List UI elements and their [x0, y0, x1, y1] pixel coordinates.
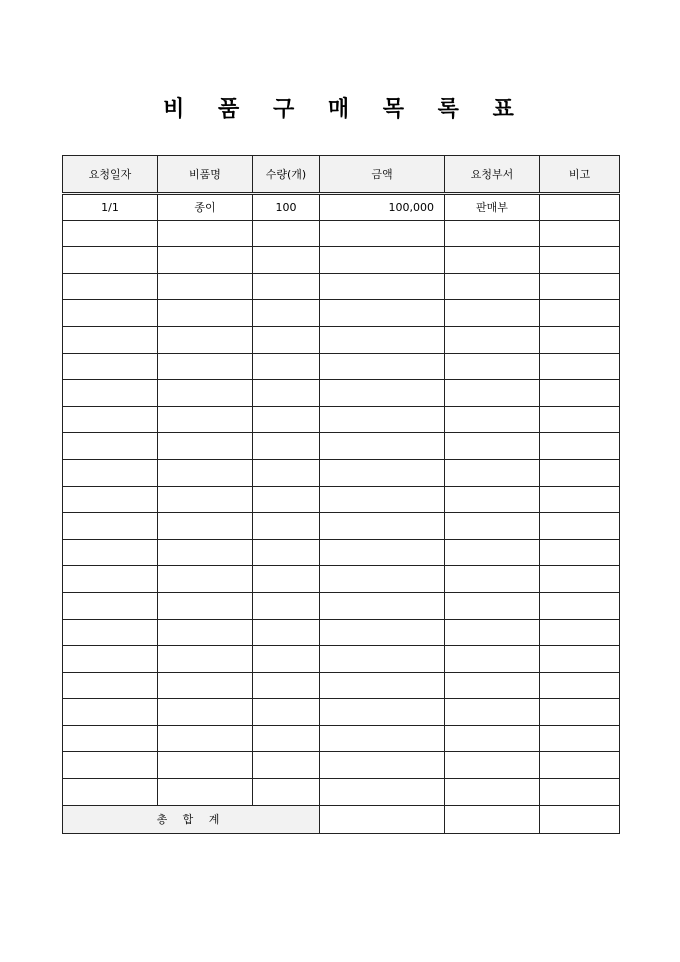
cell-request-date[interactable] [63, 752, 158, 779]
cell-department[interactable] [445, 672, 540, 699]
total-department-cell[interactable] [445, 805, 540, 833]
cell-quantity[interactable] [253, 592, 320, 619]
cell-item-name[interactable] [158, 220, 253, 247]
cell-item-name[interactable] [158, 247, 253, 274]
table-row [63, 592, 620, 619]
cell-quantity[interactable] [253, 486, 320, 513]
cell-department[interactable] [445, 459, 540, 486]
cell-quantity[interactable] [253, 406, 320, 433]
cell-department[interactable] [445, 433, 540, 460]
cell-amount[interactable] [320, 592, 445, 619]
table-row [63, 459, 620, 486]
cell-quantity[interactable] [253, 539, 320, 566]
cell-quantity[interactable] [253, 513, 320, 540]
table-row [63, 566, 620, 593]
cell-item-name[interactable] [158, 566, 253, 593]
cell-request-date[interactable] [63, 459, 158, 486]
cell-remarks[interactable] [540, 486, 620, 513]
total-amount-cell[interactable] [320, 805, 445, 833]
table-row [63, 220, 620, 247]
table-row [63, 273, 620, 300]
table-row [63, 380, 620, 407]
table-row [63, 752, 620, 779]
table-row [63, 406, 620, 433]
cell-item-name[interactable] [158, 353, 253, 380]
cell-remarks[interactable] [540, 326, 620, 353]
cell-department[interactable] [445, 220, 540, 247]
cell-amount[interactable] [320, 326, 445, 353]
cell-quantity[interactable] [253, 326, 320, 353]
cell-amount[interactable] [320, 619, 445, 646]
cell-remarks[interactable] [540, 779, 620, 806]
cell-request-date[interactable] [63, 779, 158, 806]
cell-quantity[interactable] [253, 646, 320, 673]
table-row [63, 326, 620, 353]
cell-remarks[interactable] [540, 220, 620, 247]
cell-amount[interactable] [320, 459, 445, 486]
cell-amount[interactable] [320, 725, 445, 752]
cell-item-name[interactable] [158, 326, 253, 353]
table-row [63, 619, 620, 646]
cell-department[interactable] [445, 566, 540, 593]
cell-department[interactable] [445, 779, 540, 806]
cell-department[interactable]: 판매부 [445, 194, 540, 221]
cell-amount[interactable] [320, 699, 445, 726]
cell-item-name[interactable]: 종이 [158, 194, 253, 221]
total-label: 총 합 계 [63, 805, 320, 833]
cell-quantity[interactable] [253, 353, 320, 380]
cell-remarks[interactable] [540, 273, 620, 300]
cell-amount[interactable] [320, 752, 445, 779]
cell-department[interactable] [445, 592, 540, 619]
cell-item-name[interactable] [158, 486, 253, 513]
header-request-date: 요청일자 [63, 156, 158, 194]
table-row [63, 247, 620, 274]
cell-remarks[interactable] [540, 646, 620, 673]
table-row [63, 672, 620, 699]
cell-department[interactable] [445, 752, 540, 779]
cell-department[interactable] [445, 247, 540, 274]
cell-amount[interactable] [320, 380, 445, 407]
cell-request-date[interactable] [63, 566, 158, 593]
cell-department[interactable] [445, 300, 540, 327]
cell-quantity[interactable] [253, 433, 320, 460]
cell-item-name[interactable] [158, 699, 253, 726]
table-row [63, 646, 620, 673]
table-row [63, 433, 620, 460]
cell-remarks[interactable] [540, 752, 620, 779]
table-row [63, 353, 620, 380]
cell-quantity[interactable] [253, 699, 320, 726]
cell-remarks[interactable] [540, 459, 620, 486]
cell-remarks[interactable] [540, 380, 620, 407]
cell-quantity[interactable] [253, 300, 320, 327]
cell-department[interactable] [445, 486, 540, 513]
cell-request-date[interactable] [63, 646, 158, 673]
header-row [63, 156, 620, 194]
cell-department[interactable] [445, 619, 540, 646]
table-row [63, 194, 620, 221]
cell-request-date[interactable] [63, 406, 158, 433]
cell-item-name[interactable] [158, 513, 253, 540]
cell-amount[interactable]: 100,000 [320, 194, 445, 221]
cell-department[interactable] [445, 380, 540, 407]
cell-item-name[interactable] [158, 380, 253, 407]
cell-item-name[interactable] [158, 779, 253, 806]
cell-quantity[interactable] [253, 752, 320, 779]
cell-remarks[interactable] [540, 725, 620, 752]
cell-item-name[interactable] [158, 539, 253, 566]
cell-remarks[interactable] [540, 194, 620, 221]
cell-department[interactable] [445, 513, 540, 540]
cell-quantity[interactable] [253, 247, 320, 274]
table-row [63, 486, 620, 513]
cell-item-name[interactable] [158, 273, 253, 300]
cell-request-date[interactable] [63, 539, 158, 566]
cell-request-date[interactable] [63, 380, 158, 407]
header-remarks: 비고 [540, 156, 620, 194]
cell-item-name[interactable] [158, 752, 253, 779]
purchase-list-table [62, 155, 620, 834]
cell-item-name[interactable] [158, 433, 253, 460]
cell-amount[interactable] [320, 433, 445, 460]
cell-item-name[interactable] [158, 592, 253, 619]
cell-request-date[interactable] [63, 592, 158, 619]
cell-quantity[interactable]: 100 [253, 194, 320, 221]
cell-amount[interactable] [320, 566, 445, 593]
total-remarks-cell[interactable] [540, 805, 620, 833]
cell-remarks[interactable] [540, 592, 620, 619]
cell-request-date[interactable] [63, 725, 158, 752]
cell-quantity[interactable] [253, 779, 320, 806]
table-row [63, 699, 620, 726]
cell-amount[interactable] [320, 273, 445, 300]
table-row [63, 513, 620, 540]
cell-request-date[interactable] [63, 326, 158, 353]
cell-remarks[interactable] [540, 566, 620, 593]
cell-request-date[interactable]: 1/1 [63, 194, 158, 221]
table-row [63, 300, 620, 327]
cell-request-date[interactable] [63, 300, 158, 327]
cell-request-date[interactable] [63, 513, 158, 540]
cell-amount[interactable] [320, 247, 445, 274]
cell-request-date[interactable] [63, 273, 158, 300]
cell-item-name[interactable] [158, 300, 253, 327]
cell-department[interactable] [445, 406, 540, 433]
cell-amount[interactable] [320, 406, 445, 433]
cell-amount[interactable] [320, 353, 445, 380]
cell-amount[interactable] [320, 486, 445, 513]
cell-quantity[interactable] [253, 273, 320, 300]
cell-amount[interactable] [320, 220, 445, 247]
cell-request-date[interactable] [63, 353, 158, 380]
cell-quantity[interactable] [253, 566, 320, 593]
cell-quantity[interactable] [253, 619, 320, 646]
cell-request-date[interactable] [63, 247, 158, 274]
cell-request-date[interactable] [63, 220, 158, 247]
cell-remarks[interactable] [540, 433, 620, 460]
cell-item-name[interactable] [158, 406, 253, 433]
cell-amount[interactable] [320, 513, 445, 540]
cell-department[interactable] [445, 273, 540, 300]
table-row [63, 725, 620, 752]
cell-item-name[interactable] [158, 672, 253, 699]
cell-remarks[interactable] [540, 699, 620, 726]
cell-remarks[interactable] [540, 300, 620, 327]
cell-amount[interactable] [320, 672, 445, 699]
cell-quantity[interactable] [253, 380, 320, 407]
cell-request-date[interactable] [63, 433, 158, 460]
cell-amount[interactable] [320, 539, 445, 566]
document-title: 비 품 구 매 목 록 표 [163, 97, 527, 122]
cell-item-name[interactable] [158, 459, 253, 486]
cell-quantity[interactable] [253, 725, 320, 752]
cell-remarks[interactable] [540, 539, 620, 566]
header-department: 요청부서 [445, 156, 540, 194]
cell-amount[interactable] [320, 646, 445, 673]
table-row [63, 539, 620, 566]
cell-quantity[interactable] [253, 672, 320, 699]
cell-department[interactable] [445, 699, 540, 726]
cell-item-name[interactable] [158, 646, 253, 673]
cell-amount[interactable] [320, 779, 445, 806]
table-row [63, 779, 620, 806]
cell-department[interactable] [445, 326, 540, 353]
cell-remarks[interactable] [540, 406, 620, 433]
cell-department[interactable] [445, 539, 540, 566]
cell-remarks[interactable] [540, 247, 620, 274]
header-amount: 금액 [320, 156, 445, 194]
cell-remarks[interactable] [540, 619, 620, 646]
cell-department[interactable] [445, 725, 540, 752]
cell-request-date[interactable] [63, 486, 158, 513]
cell-item-name[interactable] [158, 725, 253, 752]
cell-remarks[interactable] [540, 672, 620, 699]
total-row [63, 805, 620, 833]
header-item-name: 비품명 [158, 156, 253, 194]
cell-quantity[interactable] [253, 459, 320, 486]
cell-item-name[interactable] [158, 619, 253, 646]
cell-request-date[interactable] [63, 619, 158, 646]
cell-request-date[interactable] [63, 699, 158, 726]
cell-remarks[interactable] [540, 353, 620, 380]
cell-department[interactable] [445, 646, 540, 673]
cell-quantity[interactable] [253, 220, 320, 247]
cell-department[interactable] [445, 353, 540, 380]
header-quantity: 수량(개) [253, 156, 320, 194]
cell-request-date[interactable] [63, 672, 158, 699]
cell-remarks[interactable] [540, 513, 620, 540]
cell-amount[interactable] [320, 300, 445, 327]
